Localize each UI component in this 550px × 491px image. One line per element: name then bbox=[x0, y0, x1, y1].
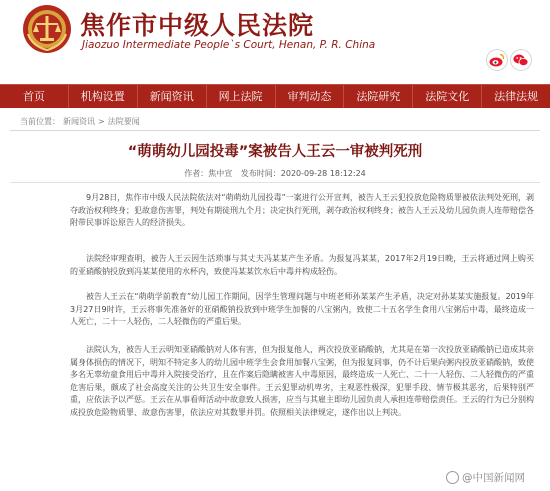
weibo-icon[interactable] bbox=[486, 49, 508, 71]
court-emblem-icon bbox=[22, 4, 72, 54]
article-paragraph: 法院经审理查明，被告人王云因生活琐事与其丈夫冯某某产生矛盾。为报复冯某某，2017年2月19日晚，王云将通过网上购买的亚硝酸钠投放到冯某某使用的水杯内，致使冯某某饮水后中毒并构成轻伤。 bbox=[70, 254, 534, 276]
breadcrumb-item-court-news[interactable]: 法院要闻 bbox=[107, 117, 140, 126]
site-header bbox=[0, 0, 550, 78]
wechat-icon[interactable] bbox=[510, 49, 532, 71]
breadcrumb-item-news[interactable]: 新闻资讯 bbox=[63, 117, 95, 126]
article-title: “萌萌幼儿园投毒”案被告人王云一审被判死刑 bbox=[127, 144, 423, 160]
meta-divider bbox=[10, 182, 540, 183]
site-title: 焦作市中级人民法院 bbox=[80, 11, 315, 40]
article-time: 发布时间：2020-09-28 18:12:24 bbox=[240, 169, 366, 178]
nav-item-laws[interactable]: 法律法规 bbox=[494, 90, 539, 103]
article-paragraph: 法院认为，被告人王云明知亚硝酸钠对人体有害，但为报复他人，两次投放亚硝酸钠，尤其是在第一次投放亚硝酸钠已造成其亲属身体损伤的情况下，明知不特定多人的幼儿园中班学生会食用加餐八宝粥，但为报复同事，仍不计后果向粥内投放亚硝酸钠，致使多名无辜幼童食用后中毒并入院接受治疗，且在作案后隐瞒被害人中毒原因，最终造成一人死亡、二十一人轻伤、二人轻微伤的严重危害后果，颇成了社会高度关注的公共卫生安全事件。王云犯罪动机卑劣，主观恶性极深，犯罪手段、情节极其恶劣，后果特别严重，应依法予以严惩。王云在从事看师活动中故意致人损害，应当与其雇主即幼儿园负责人承担连带赔偿责任。王云的行为已分别构成投放危险物质罪、故意伤害罪，依法应对其数罪并罚。依照相关法律规定，遂作出以上判决。 bbox=[70, 345, 534, 417]
breadcrumb bbox=[20, 116, 143, 127]
nav-item-court-research[interactable]: 法院研究 bbox=[344, 85, 413, 108]
article-paragraph: 被告人王云在“萌萌学前教育”幼儿园工作期间，因学生管理问题与中班老师孙某某产生矛盾，决定对孙某某实施报复。2019年3月27日9时许，王云将事先准备好的亚硝酸钠投放到中班学生加餐的八宝粥内，致使二十五名学生食用八宝粥后中毒，最终造成一人死亡，二十一人轻伤，二人轻微伤的严重后果。 bbox=[70, 292, 534, 326]
site-subtitle: Jiaozuo Intermediate People`s Court, Henan, P. R. China bbox=[82, 39, 376, 51]
breadcrumb-prefix: 当前位置： bbox=[20, 117, 60, 126]
nav-item-court-culture[interactable]: 法院文化 bbox=[413, 85, 482, 108]
nav-item-online-court[interactable]: 网上法院 bbox=[207, 85, 276, 108]
nav-item-trial-news[interactable]: 审判动态 bbox=[276, 85, 345, 108]
nav-item-organization[interactable]: 机构设置 bbox=[69, 85, 138, 108]
breadcrumb-separator: > bbox=[98, 117, 105, 126]
breadcrumb-divider bbox=[10, 130, 540, 131]
nav-item-home[interactable]: 首页 bbox=[0, 85, 69, 108]
article-paragraph: 9月28日，焦作市中级人民法院依法对“萌萌幼儿园投毒”一案进行公开宣判，被告人王云犯投放危险物质罪被依法判处死刑，剥夺政治权利终身；犯故意伤害罪，判处有期徒刑九个月；决定执行死刑，剥夺政治权利终身；被告人王云及幼儿园负责人连带赔偿各附带民事诉讼原告人的经济损失。 bbox=[70, 193, 534, 227]
watermark bbox=[446, 470, 525, 485]
chat-bubble-icon bbox=[446, 471, 459, 484]
article-author: 作者：焦中宣 bbox=[184, 169, 233, 178]
nav-item-news[interactable]: 新闻资讯 bbox=[138, 85, 207, 108]
main-nav bbox=[0, 84, 550, 108]
watermark-text: @中国新闻网 bbox=[462, 472, 525, 484]
article-meta bbox=[0, 168, 550, 179]
